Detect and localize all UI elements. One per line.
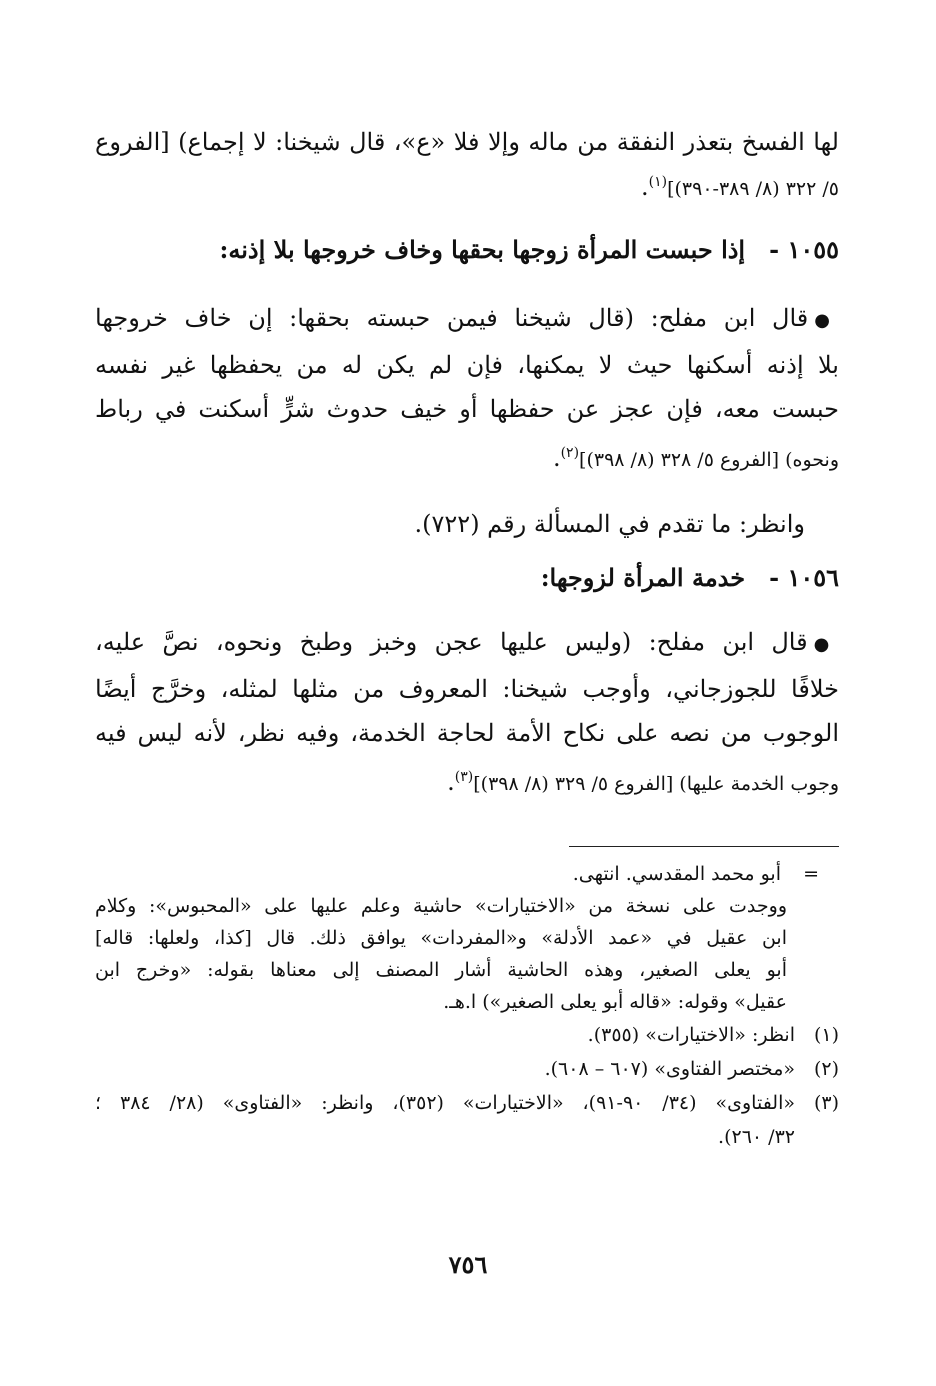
text-line: بلا إذنه أسكنها حيث لا يمكنها، فإن لم يكن له من يحفظها غير نفسه bbox=[95, 351, 839, 379]
footnote-2 bbox=[95, 1052, 839, 1086]
text-span: قال ابن مفلح: (قال شيخنا فيمن حبسته بحقها: إن خاف خروجها bbox=[95, 304, 809, 332]
page-number: ٧٥٦ bbox=[448, 1250, 488, 1279]
text-line bbox=[95, 431, 839, 482]
text-line bbox=[95, 162, 839, 209]
text-line: خلافًا للجوزجاني، وأوجب شيخنا: المعروف من مثلها لمثله، وخرَّج أيضًا bbox=[95, 675, 839, 703]
bullet-icon: ● bbox=[813, 634, 839, 655]
text-line: ٣٢/ ٢٦٠). bbox=[718, 1126, 795, 1148]
punctuation: . bbox=[640, 173, 649, 201]
text-span: أبو محمد المقدسي. انتهى. bbox=[572, 863, 781, 885]
bullet-icon: ● bbox=[814, 310, 839, 331]
footnote-separator bbox=[569, 846, 839, 847]
footnote-text: انظر: «الاختيارات» (٣٥٥). bbox=[587, 1024, 795, 1046]
punctuation: . bbox=[552, 444, 561, 472]
reference: وجوب الخدمة عليها) [الفروع ٥/ ٣٢٩ (٨/ ٣٩٨)] bbox=[473, 773, 839, 795]
paragraph-1055 bbox=[95, 296, 839, 482]
issue-title: خدمة المرأة لزوجها: bbox=[540, 563, 746, 592]
footnotes bbox=[95, 858, 839, 1154]
footnote-ref: (٢) bbox=[560, 445, 580, 461]
issue-heading-1056 bbox=[95, 556, 839, 600]
issue-title: إذا حبست المرأة زوجها بحقها وخاف خروجها بلا إذنه: bbox=[219, 235, 746, 264]
text-line: «الفتاوى» (٣٤/ ٩٠-٩١)، «الاختيارات» (٣٥٢)، وانظر: «الفتاوى» (٢٨/ ٣٨٤ ؛ bbox=[95, 1092, 795, 1114]
footnote-continuation-line: ووجدت على نسخة من «الاختيارات» حاشية وعلم عليها على «المحبوس»: وكلام bbox=[95, 895, 787, 917]
footnote-continuation-line: ابن عقيل في «عمد الأدلة» و«المفردات» يوافق ذلك. قال [كذا، ولعلها: قاله] bbox=[95, 927, 787, 949]
text-line: حبست معه، فإن عجز عن حفظها أو خيف حدوث شرٍّ أسكنت في رباط bbox=[95, 395, 839, 423]
footnote-ref: (٣) bbox=[454, 769, 474, 785]
text-line bbox=[95, 620, 839, 667]
text-span: قال ابن مفلح: (وليس عليها عجن وخبز وطبخ ونحوه، نصَّ عليه، bbox=[95, 628, 808, 656]
footnote-marker: (٣) bbox=[813, 1092, 839, 1114]
footnote-continuation-line bbox=[95, 858, 819, 890]
footnote-continuation-line: عقيل» وقوله: «قاله أبو يعلى الصغير») ا.هـ. bbox=[443, 991, 787, 1013]
continuation-mark: = bbox=[803, 863, 819, 885]
text-line: لها الفسخ بتعذر النفقة من ماله وإلا فلا «ع»، قال شيخنا: لا إجماع) [الفروع bbox=[95, 128, 839, 156]
reference: ونحوه) [الفروع ٥/ ٣٢٨ (٨/ ٣٩٨)] bbox=[579, 449, 839, 471]
paragraph-continuation bbox=[95, 122, 839, 209]
reference: ٥/ ٣٢٢ (٨/ ٣٨٩-٣٩٠)] bbox=[667, 178, 839, 200]
footnote-3 bbox=[95, 1086, 839, 1154]
text-line bbox=[95, 296, 839, 343]
footnote-marker: (٢) bbox=[813, 1058, 839, 1080]
footnote-text: «مختصر الفتاوى» (٦٠٧ – ٦٠٨). bbox=[544, 1058, 795, 1080]
footnote-marker: (١) bbox=[813, 1024, 839, 1046]
punctuation: . bbox=[447, 768, 455, 796]
issue-heading-1055 bbox=[95, 228, 839, 272]
footnote-continuation-line: أبو يعلى الصغير، وهذه الحاشية أشار المصنف إلى معناها بقوله: «وخرج ابن bbox=[95, 959, 787, 981]
issue-number: ١٠٥٥ - bbox=[769, 235, 839, 264]
cross-reference: وانظر: ما تقدم في المسألة رقم (٧٢٢). bbox=[414, 510, 805, 538]
footnote-text bbox=[95, 1086, 795, 1154]
paragraph-1056 bbox=[95, 620, 839, 806]
footnote-ref: (١) bbox=[648, 174, 668, 190]
text-line: الوجوب من نصه على نكاح الأمة لحاجة الخدمة، وفيه نظر، لأنه ليس فيه bbox=[95, 719, 839, 747]
footnote-1 bbox=[95, 1018, 839, 1052]
text-line bbox=[95, 755, 839, 806]
issue-number: ١٠٥٦ - bbox=[769, 563, 839, 592]
